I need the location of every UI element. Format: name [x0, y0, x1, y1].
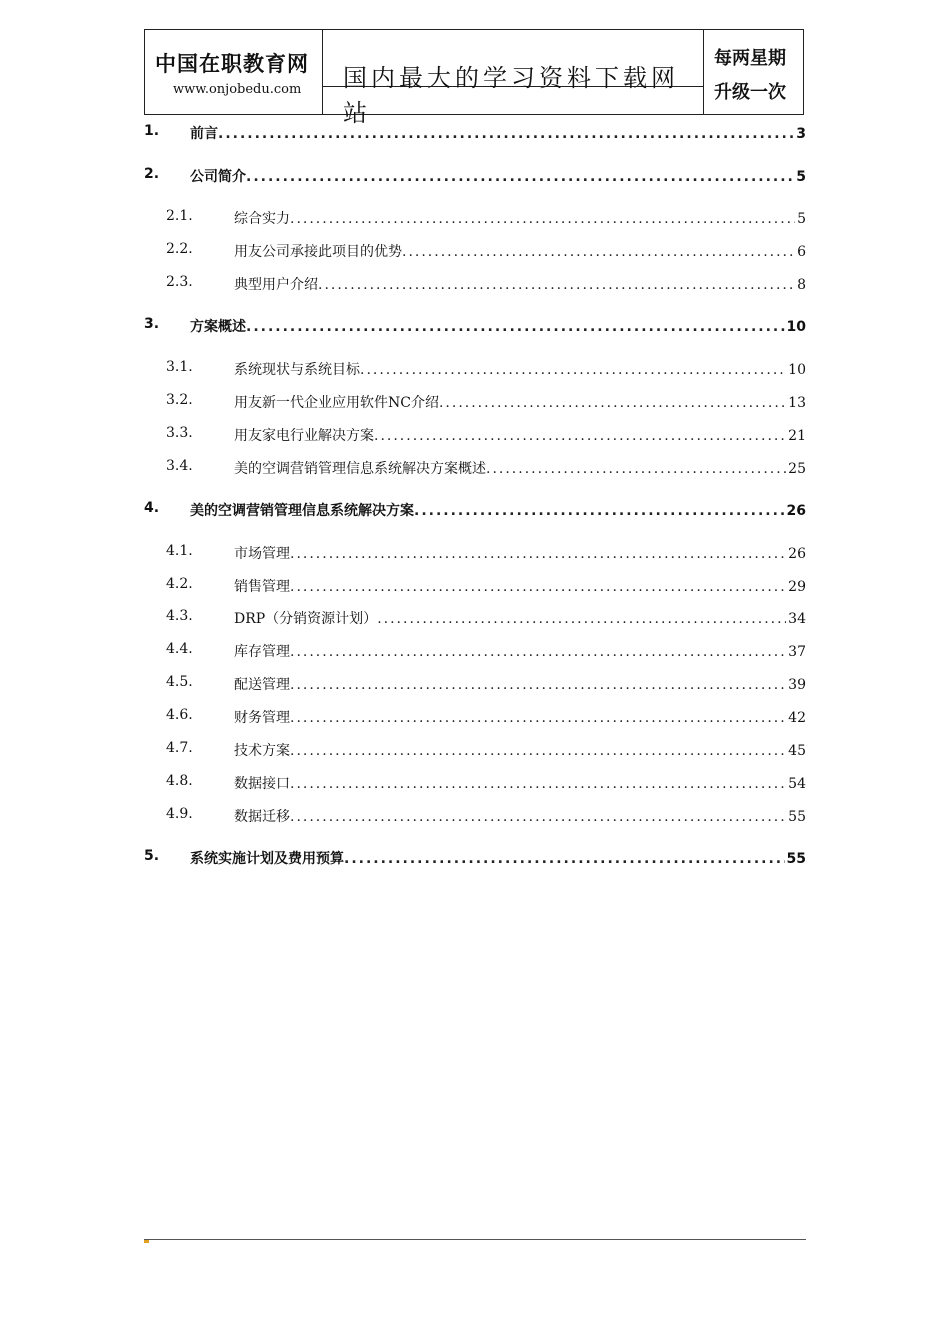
toc-leader: [414, 503, 785, 519]
toc-entry[interactable]: [144, 123, 806, 145]
toc-page: 25: [788, 461, 806, 477]
toc-number: 4.1.: [166, 543, 193, 559]
toc-leader: [290, 743, 786, 759]
toc-number: 2.: [144, 166, 160, 182]
header-middle-cell: [323, 30, 703, 127]
toc-entry[interactable]: [144, 806, 806, 828]
toc-page: 37: [788, 644, 806, 660]
toc-number: 1.: [144, 123, 160, 139]
toc-leader: [290, 809, 786, 825]
toc-leader: [377, 611, 786, 627]
toc-title: 销售管理: [234, 579, 290, 595]
toc-entry[interactable]: [144, 359, 806, 381]
toc-page: 42: [788, 710, 806, 726]
toc-number: 3.2.: [166, 392, 193, 408]
site-slogan: 国内最大的学习资料下载网站: [343, 64, 679, 127]
toc-entry[interactable]: [144, 458, 806, 480]
toc-entry[interactable]: [144, 773, 806, 795]
toc-page: 55: [786, 851, 806, 867]
toc-leader: [360, 362, 786, 378]
toc-number: 2.2.: [166, 241, 193, 257]
toc-page: 34: [788, 611, 806, 627]
toc-entry[interactable]: [144, 543, 806, 565]
toc-leader: [486, 461, 786, 477]
toc-page: 26: [788, 546, 806, 562]
toc-number: 5.: [144, 848, 160, 864]
toc-title: 方案概述: [190, 319, 246, 335]
toc-page: 6: [797, 244, 806, 260]
header-banner: [144, 29, 804, 127]
toc-number: 2.3.: [166, 274, 193, 290]
toc-entry[interactable]: [144, 576, 806, 598]
toc-leader: [318, 277, 795, 293]
toc-title: 系统现状与系统目标: [234, 362, 360, 378]
toc-title: 库存管理: [234, 644, 290, 660]
toc-entry[interactable]: [144, 641, 806, 663]
toc-entry[interactable]: [144, 674, 806, 696]
toc-title: 前言: [190, 126, 218, 142]
toc-number: 4.4.: [166, 641, 193, 657]
toc-number: 3.1.: [166, 359, 193, 375]
toc-leader: [290, 211, 795, 227]
toc-leader: [402, 244, 795, 260]
toc-number: 3.3.: [166, 425, 193, 441]
toc-page: 10: [786, 319, 806, 335]
toc-page: 5: [797, 211, 806, 227]
site-name: 中国在职教育网: [155, 52, 309, 76]
toc-number: 3.: [144, 316, 160, 332]
toc-number: 4.7.: [166, 740, 193, 756]
toc-title: 技术方案: [234, 743, 290, 759]
toc-number: 4.8.: [166, 773, 193, 789]
toc-leader: [290, 644, 786, 660]
toc-title: 数据迁移: [234, 809, 290, 825]
toc-title: 公司简介: [190, 169, 246, 185]
toc-leader: [246, 169, 794, 185]
toc-page: 39: [788, 677, 806, 693]
toc-title: 典型用户介绍: [234, 277, 318, 293]
toc-entry[interactable]: [144, 208, 806, 230]
toc-number: 2.1.: [166, 208, 193, 224]
toc-leader: [290, 546, 786, 562]
toc-leader: [246, 319, 785, 335]
toc-entry[interactable]: [144, 166, 806, 188]
toc-title: 用友家电行业解决方案: [234, 428, 374, 444]
toc-page: 8: [797, 277, 806, 293]
toc-entry[interactable]: [144, 608, 806, 630]
toc-entry[interactable]: [144, 241, 806, 263]
toc-entry[interactable]: [144, 316, 806, 338]
toc-title: 财务管理: [234, 710, 290, 726]
toc-title: 用友公司承接此项目的优势: [234, 244, 402, 260]
footer-mark: [144, 1240, 149, 1243]
toc-leader: [344, 851, 785, 867]
update-note-line2: 升级一次: [714, 82, 786, 103]
toc-title: 美的空调营销管理信息系统解决方案: [190, 503, 414, 519]
toc-entry[interactable]: [144, 425, 806, 447]
update-note-line1: 每两星期: [714, 48, 786, 69]
toc-leader: [290, 776, 786, 792]
toc-leader: [218, 126, 794, 142]
toc-number: 4.2.: [166, 576, 193, 592]
header-left-cell: [145, 30, 323, 114]
toc-page: 21: [788, 428, 806, 444]
toc-title: 用友新一代企业应用软件NC介绍: [234, 395, 439, 411]
toc-entry[interactable]: [144, 500, 806, 522]
toc-title: 综合实力: [234, 211, 290, 227]
header-right-cell: [703, 30, 803, 114]
toc-page: 5: [796, 169, 806, 185]
site-url[interactable]: www.onjobedu.com: [173, 82, 302, 97]
toc-entry[interactable]: [144, 848, 806, 870]
toc-leader: [290, 710, 786, 726]
toc-leader: [290, 579, 786, 595]
toc-number: 4.9.: [166, 806, 193, 822]
footer-rule: [144, 1239, 806, 1240]
toc-page: 26: [786, 503, 806, 519]
toc-number: 4.5.: [166, 674, 193, 690]
toc-page: 13: [788, 395, 806, 411]
toc-page: 54: [788, 776, 806, 792]
toc-leader: [374, 428, 786, 444]
toc-entry[interactable]: [144, 274, 806, 296]
toc-title: 市场管理: [234, 546, 290, 562]
toc-title: 系统实施计划及费用预算: [190, 851, 344, 867]
toc-page: 10: [788, 362, 806, 378]
toc-entry[interactable]: [144, 707, 806, 729]
toc-title: DRP（分销资源计划）: [234, 611, 378, 627]
toc-number: 4.6.: [166, 707, 193, 723]
toc-page: 45: [788, 743, 806, 759]
toc-leader: [290, 677, 786, 693]
toc-title: 美的空调营销管理信息系统解决方案概述: [234, 461, 486, 477]
toc-number: 4.3.: [166, 608, 193, 624]
toc-number: 3.4.: [166, 458, 193, 474]
toc-page: 29: [788, 579, 806, 595]
toc-entry[interactable]: [144, 740, 806, 762]
toc-leader: [439, 395, 786, 411]
toc-page: 3: [796, 126, 806, 142]
toc-page: 55: [788, 809, 806, 825]
toc-title: 数据接口: [234, 776, 290, 792]
toc-entry[interactable]: [144, 392, 806, 414]
toc-title: 配送管理: [234, 677, 290, 693]
toc-number: 4.: [144, 500, 160, 516]
